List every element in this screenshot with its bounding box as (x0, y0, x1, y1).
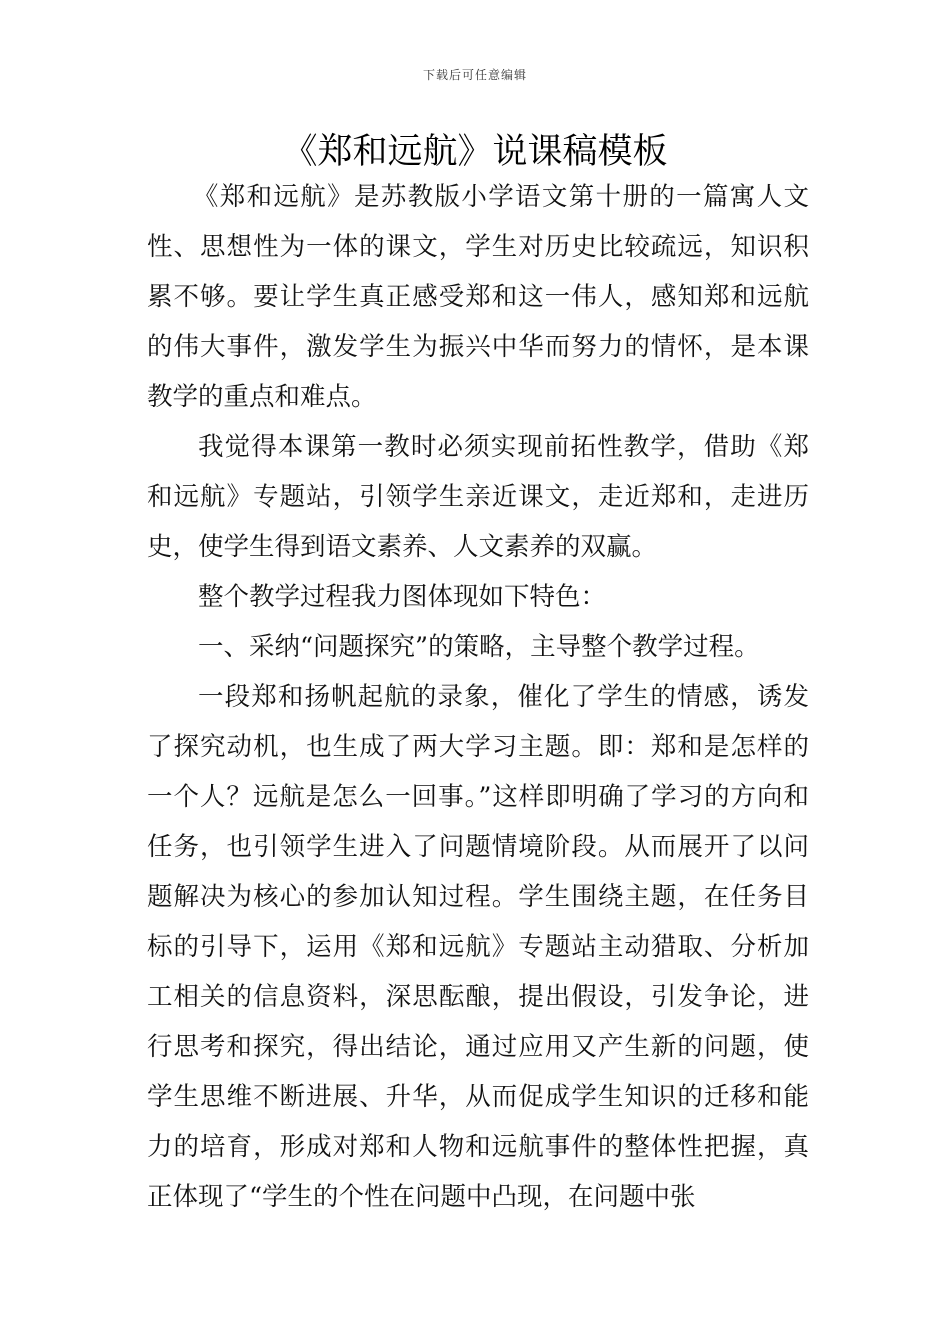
header-note: 下载后可任意编辑 (422, 68, 527, 82)
paragraph-intro: 《郑和远航》是苏教版小学语文第十册的一篇寓人文性、思想性为一体的课文，学生对历史比较疏远，知识积累不够。要让学生真正感受郑和这一伟人，感知郑和远航的伟大事件，激发学生为振兴中华而努力的情怀，是本课教学的重点和难点。 (147, 182, 809, 412)
section-heading-one: 一、采纳“问题探究”的策略，主导整个教学过程。 (198, 632, 760, 662)
paragraph-problem-inquiry: 一段郑和扬帆起航的录象，催化了学生的情感，诱发了探究动机，也生成了两大学习主题。即：郑和是怎样的一个人？远航是怎么一回事。”这样即明确了学习的方向和任务，也引领学生进入了问题情境阶段。从而展开了以问题解决为核心的参加认知过程。学生围绕主题，在任务目标的引导下，运用《郑和远航》专题站主动猎取、分析加工相关的信息资料，深思酝酿，提出假设，引发争论，进行思考和探究，得出结论，通过应用又产生新的问题，使学生思维不断进展、升华，从而促成学生知识的迁移和能力的培育，形成对郑和人物和远航事件的整体性把握，真正体现了“学生的个性在问题中凸现，在问题中张 (147, 682, 809, 1212)
paragraph-features-lead: 整个教学过程我力图体现如下特色： (198, 582, 607, 612)
paragraph-first-lesson: 我觉得本课第一教时必须实现前拓性教学，借助《郑和远航》专题站，引领学生亲近课文，走近郑和，走进历史，使学生得到语文素养、人文素养的双赢。 (147, 432, 809, 562)
document-title: 《郑和远航》说课稿模板 (282, 132, 668, 172)
document-body (147, 172, 809, 1222)
